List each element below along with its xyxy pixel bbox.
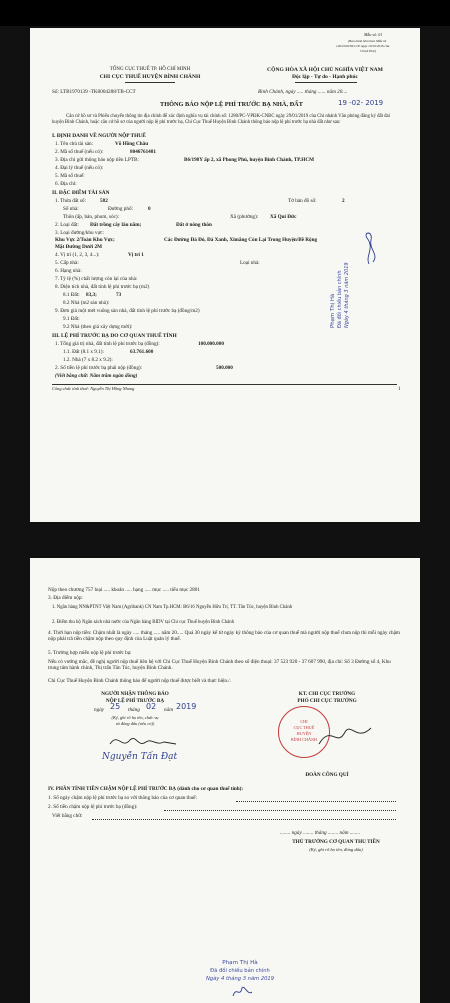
land-calc-label: 1.1. Đất (8.1 x 9.1): — [63, 349, 104, 355]
intro-paragraph: Căn cứ hồ sơ và Phiếu chuyển thông tin địa chính để xác định nghĩa vụ tài chính số: 1280/PC-VPĐK-CNBC ngày 29/01/2019 của Chi nhánh Văn phòng đăng ký đất đai huyện Bình Chánh, hoặc căn cứ hồ sơ của người nộp lệ phí trước bạ, Chi Cục Thuế Huyện Bình Chánh thông báo nộp lệ phí trước bạ nhà đất như sau: — [52, 114, 391, 125]
price-label: 9. Đơn giá một mét vuông sàn nhà, đất tính lệ phí trước bạ (đồng/m2) — [55, 308, 200, 314]
tax-code: 8046761481 — [130, 149, 156, 155]
price-house-label: 9.2 Nhà (theo giá xây dựng mới): — [63, 324, 133, 330]
road-desc-2: Mặt Đường Dưới 2M — [55, 244, 102, 250]
chapter-line: Nộp theo chương 757 loại ..... khoản ..... hạng ..... mục ..... tiểu mục 2801 — [48, 587, 200, 593]
agent-addr-label: 6. Địa chỉ: — [55, 181, 77, 187]
section-3-heading: III. LỆ PHÍ TRƯỚC BẠ DO CƠ QUAN THUẾ TÍNH — [52, 333, 177, 339]
receiver-title: NGƯỜI NHẬN THÔNG BÁO — [101, 691, 169, 697]
receiver-note-2: và đóng dấu (nếu có)) — [115, 721, 155, 726]
form-note: Chính Phủ) — [360, 49, 376, 53]
area-land-label: 8.1 Đất: — [63, 292, 80, 298]
road-type-label: 3. Loại đường/khu vực: — [55, 230, 104, 236]
receiver-handwritten-name: Nguyễn Tấn Đạt — [102, 752, 178, 762]
house-no-label: Số nhà: — [63, 206, 79, 212]
road-area: Khu Vực 2/Toàn Khu Vực; — [55, 237, 115, 243]
top-dark-bar — [0, 0, 450, 26]
receiver-year: 2019 — [176, 702, 197, 711]
stamp-signature — [230, 982, 254, 1000]
plot-label: 1. Thửa đất số: — [55, 198, 86, 204]
position-value: Vị trí 1 — [128, 252, 144, 258]
document-page-2 — [30, 558, 420, 1003]
stamp-signature — [355, 228, 385, 268]
agent-tax-label: 5. Mã số thuế: — [55, 173, 85, 179]
receiver-note: (Ký, ghi rõ họ tên, chức vụ — [111, 715, 159, 720]
road-desc: Các Đường Đá Đỏ, Đá Xanh, Ximăng Còn Lại Trong Huyện/Bề Rộng — [164, 237, 318, 243]
receiver-day-label: ngày — [94, 707, 105, 713]
form-note: 140/2016/ND-CP ngày 10/10/2016 của — [336, 44, 390, 48]
country-name: CỘNG HÒA XÃ HỘI CHỦ NGHĨA VIỆT NAM — [267, 67, 383, 73]
form-note: (Ban hành kèm theo Mẫu số — [348, 39, 387, 43]
fee-value: 500.000 — [216, 365, 233, 371]
position-label: 4. Vị trí (1, 2, 3, 4...): — [55, 252, 100, 258]
area-label: 8. Diện tích nhà, đất tính lệ phí trước bạ (m2) — [55, 284, 150, 290]
doc-number: Số: LTB1970139 -TK0004288/TB-CCT — [52, 89, 136, 95]
map-sheet-label: Tờ bản đồ số: — [288, 198, 317, 204]
contact-info: Nếu có vướng mắc, đề nghị người nộp thuế liên hệ với Chi Cục Thuế Huyện Bình Chánh theo số điện thoại: 37 523 920 - 37 607 990, địa chỉ: Số 3 Đường số 4, Khu trung tâm hành chính, Thị trấn Tân Túc, huyện Bình Chánh. — [48, 659, 391, 671]
receiver-year-label: năm — [164, 707, 173, 713]
street-label: Đường phố: — [108, 206, 134, 212]
page-number: 1 — [398, 386, 401, 392]
stamp-name: Phạm Thị Hà — [330, 293, 336, 328]
commune-value: Xã Qui Đức — [270, 214, 297, 220]
pay-place-1: 1. Ngân hàng NN&PTNT Việt Nam (Agribank) CN Nam Tp.HCM: B6/16 Nguyễn Hữu Trí, TT. Tân Túc, huyện Bình Chánh — [52, 605, 293, 610]
stamp-line: HUYỆN — [296, 731, 312, 736]
stamp-date: Ngày 4 tháng 3 năm 2019 — [344, 262, 350, 328]
deadline: 4. Thời hạn nộp tiền: Chậm nhất là ngày ..... tháng ..... năm 20..... Quá 30 ngày kể từ ngày ký thông báo của cơ quan thuế mà người nộp thuế chưa nộp thì mỗi ngày chậm nộp phải trả tiền chậm nộp theo quy định của Luật quản lý thuế. — [48, 630, 400, 642]
treasury-date: ........ ngày ........ tháng ........ năm ........ — [280, 830, 361, 836]
total-label: 1. Tổng giá trị nhà, đất tính lệ phí trước bạ (đồng): — [55, 341, 160, 347]
exempt-label: 5. Trường hợp miễn nộp lệ phí trước bạ: — [48, 650, 132, 656]
area-house-label: 8.2 Nhà (m2 sàn nhà): — [63, 300, 110, 306]
address-label: 3. Địa chỉ gửi thông báo nộp tiền LPTB: — [55, 157, 139, 163]
address-value: B6/198Y ấp 2, xã Phong Phú, huyện Bình Chánh, TP.HCM — [184, 157, 314, 163]
house-calc-label: 1.2. Nhà (7 x 8.2 x 9.2): — [63, 357, 113, 363]
notify-line: Chi Cục Thuế Huyện Bình Chánh thông báo để người nộp thuế được biết và thực hiện./. — [48, 678, 231, 684]
tax-code-label: 2. Mã số thuế (nếu có): — [55, 149, 104, 155]
land-type-value: Đất trồng cây lâu năm; — [90, 222, 142, 228]
stamp-text: Đã đối chiếu bản chính — [337, 270, 343, 328]
owner-label: 1. Tên chủ tài sản: — [55, 141, 94, 147]
map-sheet-value: 2 — [342, 198, 345, 204]
receiver-signature — [108, 730, 178, 752]
treasury-title: THỦ TRƯỞNG CƠ QUAN THU TIỀN — [292, 839, 380, 845]
receiver-month: 02 — [146, 702, 157, 711]
chief-title-2: PHÓ CHI CỤC TRƯỞNG — [297, 698, 357, 704]
doc-title: THÔNG BÁO NỘP LỆ PHÍ TRƯỚC BẠ NHÀ, ĐẤT — [160, 101, 303, 108]
plot-value: 582 — [100, 198, 108, 204]
hamlet-label: Thôn (ấp, bản, phum, sóc): — [63, 214, 120, 220]
commune-label: Xã (phường): — [230, 214, 259, 220]
fee-label: 2. Số tiền lệ phí trước bạ phải nộp (đồng): — [55, 365, 143, 371]
motto: Độc lập - Tự do - Hạnh phúc — [292, 74, 358, 80]
late-amount-label: 2. Số tiền chậm nộp lệ phí trước bạ (đồng): — [48, 804, 138, 810]
chief-name: ĐOÀN CÔNG QUÍ — [305, 772, 349, 778]
section-4-heading: IV. PHẦN TÍNH TIỀN CHẬM NỘP LỆ PHÍ TRƯỚC BẠ (dành cho cơ quan thuế tính): — [48, 786, 244, 792]
land-type-label: 2. Loại đất: — [55, 222, 79, 228]
area-land-value-2: 73 — [116, 292, 122, 298]
receiver-day: 25 — [110, 702, 121, 711]
document-page-1 — [30, 28, 420, 522]
stamp-line: BÌNH CHÁNH — [290, 737, 318, 742]
remain-label: 7. Tỷ lệ (%) chất lượng còn lại của nhà: — [55, 276, 138, 282]
late-days-label: 1. Số ngày chậm nộp lệ phí trước bạ so với thông báo của cơ quan thuế: — [48, 795, 197, 801]
stamp-line: CỤC THUẾ — [293, 725, 315, 730]
form-number: Mẫu số: 01 — [364, 32, 383, 37]
price-land-label: 9.1 Đất: — [63, 316, 80, 322]
house-grade-label: 5. Cấp nhà: — [55, 260, 79, 266]
stamp-name: Phạm Thị Hà — [222, 960, 258, 966]
late-words-label: Viết bằng chữ: — [52, 813, 83, 819]
fee-in-words: (Viết bằng chữ: Năm trăm ngàn đồng) — [55, 373, 138, 379]
agency-line1: TỔNG CỤC THUẾ TP. HỒ CHÍ MINH — [109, 67, 191, 72]
pay-place-label: 3. Địa điểm nộp: — [48, 595, 83, 601]
chief-signature — [315, 718, 375, 750]
area-land-value: 83,3; — [86, 292, 97, 298]
agency-line2: CHI CỤC THUẾ HUYỆN BÌNH CHÁNH — [99, 74, 201, 80]
house-kind-label: Loại nhà: — [240, 260, 260, 266]
land-type-value-2: Đất ở nông thôn — [176, 222, 212, 228]
agent-label: 4. Đại lý thuế (nếu có): — [55, 165, 104, 171]
receiver-title-2: NỘP LỆ PHÍ TRƯỚC BẠ — [105, 698, 165, 704]
street-value: 0 — [148, 206, 151, 212]
stamp-line: CHI — [300, 719, 308, 724]
floor-label: 6. Hạng nhà: — [55, 268, 82, 274]
land-calc-value: 63.761.600 — [130, 349, 154, 355]
handwritten-date: 19 -02- 2019 — [338, 99, 384, 107]
receiver-month-label: tháng — [128, 707, 140, 713]
tax-officer: Công chức tính thuế: Nguyễn Thị Hồng Nhung — [52, 386, 135, 391]
treasury-note: (Ký, ghi rõ họ tên, đóng dấu) — [309, 847, 363, 852]
section-2-heading: II. ĐẶC ĐIỂM TÀI SẢN — [52, 190, 110, 196]
total-value: 100.000.000 — [198, 341, 224, 347]
place-date: Bình Chánh, ngày ..... tháng ...... năm 20.... — [258, 89, 348, 95]
stamp-text: Đã đối chiếu bản chính — [210, 968, 270, 974]
owner-name: Võ Hồng Châu — [115, 141, 149, 147]
stamp-date: Ngày 4 tháng 3 năm 2019 — [205, 976, 275, 982]
chief-title: KT. CHI CỤC TRƯỞNG — [298, 691, 356, 697]
section-1-heading: I. ĐỊNH DANH VỀ NGƯỜI NỘP THUẾ — [52, 133, 146, 139]
pay-place-2: 2. Điểm thu hộ Ngân sách nhà nước của Ngân hàng BIDV tại Chi cục Thuế huyện Bình Chánh — [52, 620, 235, 625]
